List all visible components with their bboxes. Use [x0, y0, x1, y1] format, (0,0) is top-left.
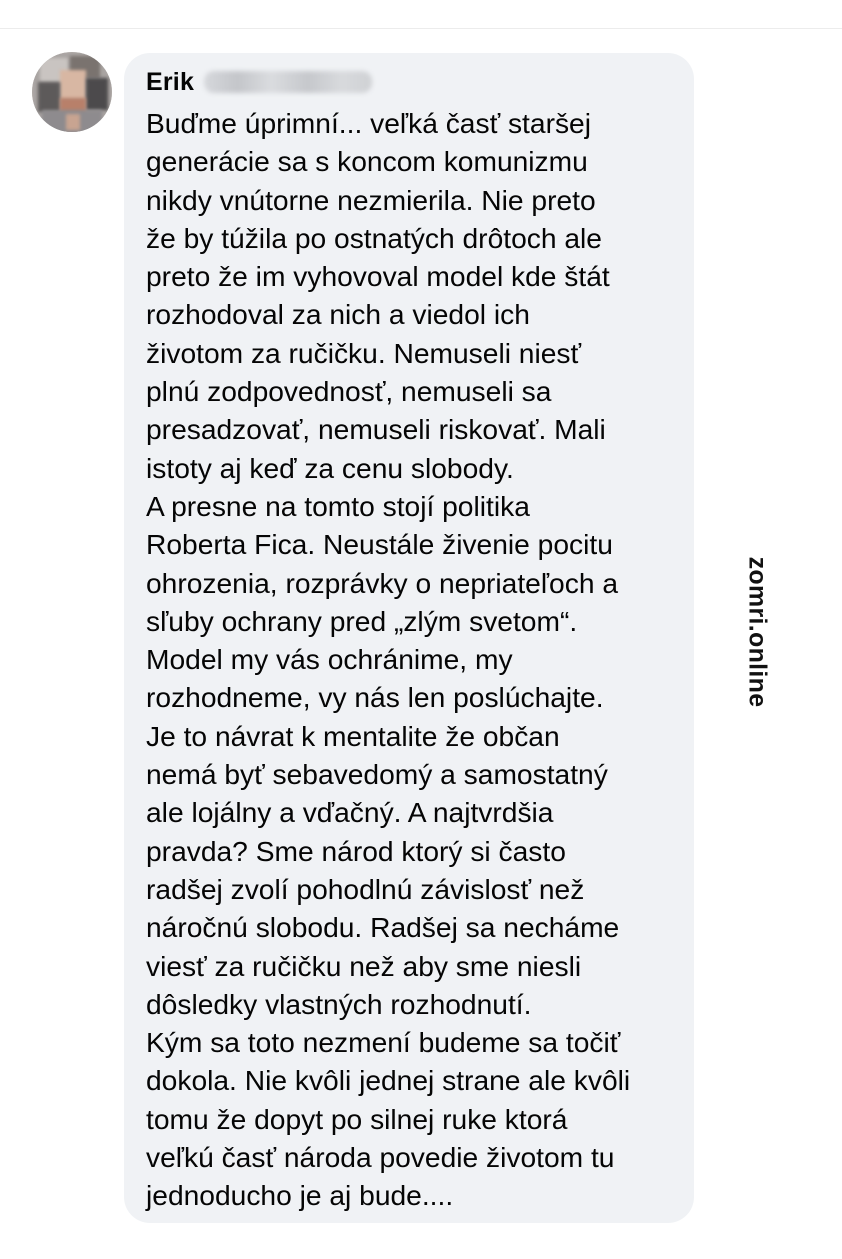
comment-line: jednoducho je aj bude....	[146, 1179, 454, 1212]
comment-line: náročnú slobodu. Radšej sa necháme	[146, 911, 620, 944]
comment-line: sľuby ochrany pred „zlým svetom“.	[146, 604, 578, 637]
comment-line: pravda? Sme národ ktorý si často	[146, 834, 566, 867]
comment-line: ohrozenia, rozprávky o nepriateľoch a	[146, 566, 619, 599]
comment-line: Kým sa toto nezmení budeme sa točiť	[146, 1026, 621, 1059]
comment-line: dôsledky vlastných rozhodnutí.	[146, 987, 532, 1020]
comment-line: tomu že dopyt po silnej ruke ktorá	[146, 1102, 568, 1135]
comment-line: Buďme úprimní... veľká časť staršej	[146, 107, 591, 139]
watermark: zomri.online	[743, 556, 772, 708]
comment-line: že by túžila po ostnatých drôtoch ale	[146, 221, 602, 254]
author-surname-redacted	[204, 71, 372, 93]
avatar[interactable]	[32, 52, 112, 132]
comment-line: Je to návrat k mentalite že občan	[146, 719, 560, 752]
comment-line: generácie sa s koncom komunizmu	[146, 145, 588, 178]
comment-line: preto že im vyhovoval model kde štát	[146, 260, 610, 293]
comment-line: plnú zodpovednosť, nemuseli sa	[146, 375, 552, 408]
comment-text	[146, 104, 691, 1215]
comment-line: životom za ručičku. Nemuseli niesť	[146, 336, 582, 369]
comment-line: ale lojálny a vďačný. A najtvrdšia	[146, 796, 554, 829]
comment-line: nemá byť sebavedomý a samostatný	[146, 758, 608, 791]
comment-line: viesť za ručičku než aby sme niesli	[146, 949, 582, 982]
comment-line: istoty aj keď za cenu slobody.	[146, 451, 514, 484]
comment-author-row	[146, 62, 372, 102]
comment-line: nikdy vnútorne nezmierila. Nie preto	[146, 183, 596, 216]
comment-line: Roberta Fica. Neustále živenie pocitu	[146, 528, 613, 561]
top-divider	[0, 28, 842, 29]
comment-line: presadzovať, nemuseli riskovať. Mali	[146, 413, 606, 446]
author-name[interactable]: Erik	[146, 67, 195, 96]
comment-line: rozhodneme, vy nás len poslúchajte.	[146, 681, 604, 714]
comment-line: radšej zvolí pohodlnú závislosť než	[146, 872, 585, 905]
comment-line: rozhodoval za nich a viedol ich	[146, 298, 530, 331]
comment-line: veľkú časť národa povedie životom tu	[146, 1141, 615, 1174]
comment-line: dokola. Nie kvôli jednej strane ale kvôli	[146, 1064, 631, 1097]
comment-line: Model my vás ochránime, my	[146, 643, 513, 676]
comment-line: A presne na tomto stojí politika	[146, 489, 530, 522]
